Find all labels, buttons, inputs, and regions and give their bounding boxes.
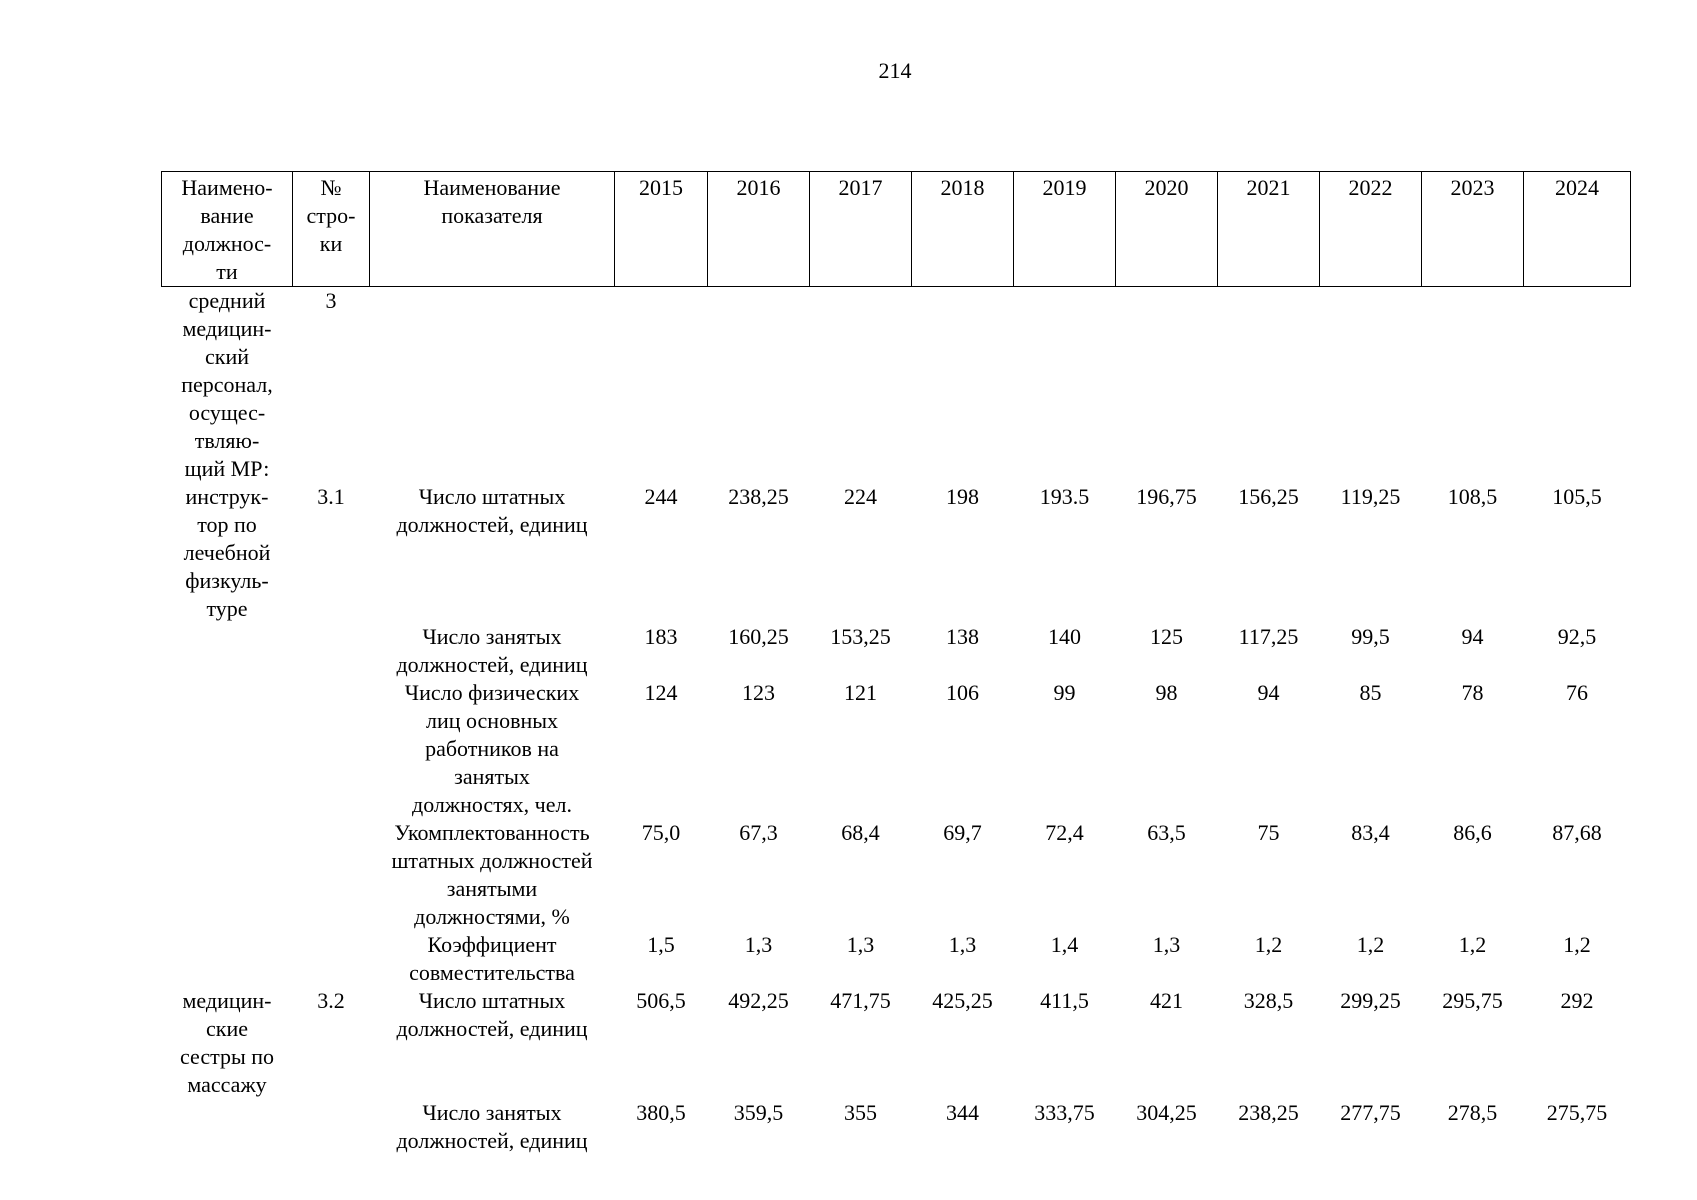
value-cell: 380,5 — [636, 1100, 686, 1125]
value-cell: 68,4 — [841, 820, 880, 845]
value-cell: 125 — [1150, 624, 1183, 649]
header-position-label: Наимено- вание должнос- ти — [181, 175, 273, 284]
value-cell: 1,2 — [1254, 932, 1283, 957]
position-cell — [162, 931, 293, 987]
value-cell: 244 — [644, 484, 678, 509]
value-cell: 198 — [946, 484, 979, 509]
row-number-cell: 3.1 — [317, 484, 345, 509]
header-row-number-label: № стро- ки — [306, 175, 356, 256]
value-cell: 124 — [644, 680, 678, 705]
header-year: 2017 — [810, 172, 912, 287]
header-year: 2016 — [708, 172, 810, 287]
row-number-cell — [293, 623, 370, 679]
row-number-cell — [293, 1099, 370, 1155]
value-cell: 299,25 — [1340, 988, 1401, 1013]
indicator-cell: Коэффициент совместительства — [409, 932, 575, 985]
table-row — [162, 931, 1631, 987]
value-cell — [1014, 287, 1116, 484]
value-cell: 1,3 — [744, 932, 773, 957]
value-cell: 98 — [1155, 680, 1178, 705]
value-cell: 183 — [644, 624, 678, 649]
indicator-cell: Укомплектованность штатных должностей занятыми должностями, % — [391, 820, 593, 929]
staffing-table — [161, 171, 1631, 1155]
value-cell: 69,7 — [943, 820, 982, 845]
header-year: 2019 — [1014, 172, 1116, 287]
row-number-cell: 3 — [325, 288, 337, 313]
value-cell: 75,0 — [641, 820, 681, 845]
header-year: 2023 — [1422, 172, 1524, 287]
table-row — [162, 819, 1631, 931]
header-year: 2018 — [912, 172, 1014, 287]
value-cell: 72,4 — [1045, 820, 1084, 845]
header-year: 2024 — [1524, 172, 1631, 287]
value-cell — [912, 287, 1014, 484]
value-cell: 1,3 — [948, 932, 977, 957]
value-cell: 1,3 — [1152, 932, 1181, 957]
position-cell — [162, 623, 293, 679]
value-cell: 119,25 — [1340, 484, 1401, 509]
value-cell: 108,5 — [1447, 484, 1498, 509]
value-cell — [1218, 287, 1320, 484]
value-cell — [1116, 287, 1218, 484]
indicator-cell: Число физических лиц основных работников на занятых должностях, чел. — [404, 680, 580, 817]
header-year: 2021 — [1218, 172, 1320, 287]
position-cell: медицин- ские сестры по массажу — [179, 988, 275, 1097]
value-cell — [615, 287, 708, 484]
value-cell: 278,5 — [1447, 1100, 1498, 1125]
value-cell — [1422, 287, 1524, 484]
value-cell: 1,4 — [1050, 932, 1079, 957]
value-cell — [810, 287, 912, 484]
table-row — [162, 483, 1631, 623]
value-cell: 86,6 — [1453, 820, 1492, 845]
header-year: 2020 — [1116, 172, 1218, 287]
value-cell: 359,5 — [733, 1100, 784, 1125]
value-cell: 123 — [742, 680, 775, 705]
value-cell: 160,25 — [728, 624, 789, 649]
header-row-number — [293, 172, 370, 287]
page-number: 214 — [878, 58, 912, 83]
value-cell: 156,25 — [1238, 484, 1299, 509]
value-cell: 83,4 — [1351, 820, 1390, 845]
table-row — [162, 287, 1631, 484]
position-cell: инструк- тор по лечебной физкуль- туре — [183, 484, 271, 621]
table-row — [162, 1099, 1631, 1155]
row-number-cell — [293, 679, 370, 819]
row-number-cell — [293, 931, 370, 987]
indicator-cell: Число штатных должностей, единиц — [396, 988, 588, 1041]
value-cell: 76 — [1566, 680, 1588, 705]
header-indicator-label: Наименование показателя — [423, 175, 561, 228]
value-cell: 99 — [1053, 680, 1076, 705]
value-cell: 193.5 — [1039, 484, 1090, 509]
value-cell: 1,3 — [846, 932, 875, 957]
header-position — [162, 172, 293, 287]
position-cell — [162, 819, 293, 931]
value-cell: 87,68 — [1552, 820, 1602, 845]
header-year: 2015 — [615, 172, 708, 287]
value-cell: 421 — [1150, 988, 1183, 1013]
value-cell: 471,75 — [830, 988, 891, 1013]
value-cell: 117,25 — [1238, 624, 1299, 649]
value-cell: 295,75 — [1442, 988, 1503, 1013]
value-cell: 333,75 — [1034, 1100, 1095, 1125]
value-cell: 75 — [1257, 820, 1280, 845]
value-cell: 344 — [946, 1100, 979, 1125]
value-cell: 140 — [1048, 624, 1081, 649]
value-cell: 94 — [1461, 624, 1484, 649]
value-cell — [1524, 287, 1631, 484]
header-indicator — [370, 172, 615, 287]
table-body — [162, 287, 1631, 1156]
value-cell: 425,25 — [932, 988, 993, 1013]
header-year: 2022 — [1320, 172, 1422, 287]
position-cell — [162, 679, 293, 819]
value-cell: 238,25 — [728, 484, 789, 509]
value-cell: 94 — [1257, 680, 1280, 705]
value-cell: 78 — [1461, 680, 1484, 705]
value-cell: 304,25 — [1136, 1100, 1197, 1125]
indicator-cell: Число занятых должностей, единиц — [396, 1100, 588, 1153]
indicator-cell: Число занятых должностей, единиц — [396, 624, 588, 677]
value-cell: 85 — [1359, 680, 1382, 705]
value-cell: 492,25 — [728, 988, 789, 1013]
value-cell: 1,2 — [1563, 932, 1591, 957]
value-cell: 99,5 — [1351, 624, 1390, 649]
position-cell — [162, 1099, 293, 1155]
value-cell — [708, 287, 810, 484]
value-cell: 277,75 — [1340, 1100, 1401, 1125]
value-cell: 355 — [844, 1100, 877, 1125]
value-cell: 106 — [946, 680, 979, 705]
table-row — [162, 623, 1631, 679]
row-number-cell: 3.2 — [317, 988, 345, 1013]
value-cell: 275,75 — [1546, 1100, 1608, 1125]
value-cell: 92,5 — [1557, 624, 1597, 649]
value-cell: 67,3 — [739, 820, 778, 845]
value-cell: 138 — [946, 624, 979, 649]
value-cell: 1,2 — [1356, 932, 1385, 957]
table-header-row — [162, 172, 1631, 287]
row-number-cell — [293, 819, 370, 931]
table-row — [162, 679, 1631, 819]
value-cell — [1320, 287, 1422, 484]
value-cell: 153,25 — [830, 624, 891, 649]
value-cell: 63,5 — [1147, 820, 1186, 845]
value-cell: 196,75 — [1136, 484, 1197, 509]
value-cell: 506,5 — [636, 988, 686, 1013]
indicator-cell: Число штатных должностей, единиц — [396, 484, 588, 537]
position-cell: средний медицин- ский персонал, осущес- твляю- щий МР: — [181, 288, 273, 481]
value-cell: 328,5 — [1243, 988, 1294, 1013]
value-cell: 224 — [844, 484, 877, 509]
indicator-cell — [370, 287, 615, 484]
value-cell: 238,25 — [1238, 1100, 1299, 1125]
table-row — [162, 987, 1631, 1099]
value-cell: 292 — [1560, 988, 1594, 1013]
value-cell: 1,5 — [647, 932, 675, 957]
value-cell: 105,5 — [1552, 484, 1602, 509]
value-cell: 411,5 — [1040, 988, 1089, 1013]
value-cell: 121 — [844, 680, 877, 705]
value-cell: 1,2 — [1458, 932, 1487, 957]
